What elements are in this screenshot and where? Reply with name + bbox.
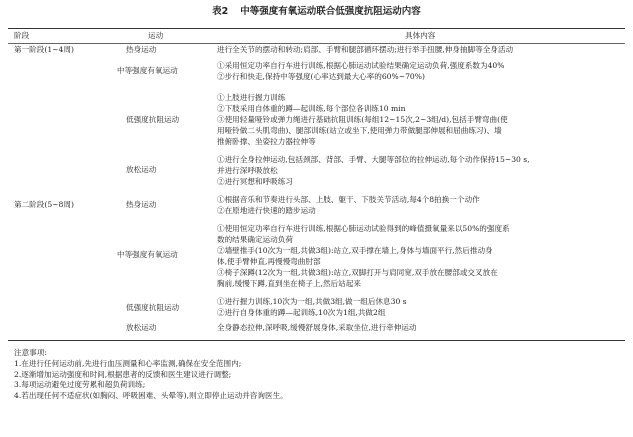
stage-1-resistance-line: ③使用轻量哑铃或弹力绳进行基础抗阻训练(每组12~15次,2~3组/d),包括手臂弯曲(使 [217, 115, 508, 124]
stage-1-aerobic-line: ①采用恒定功率自行车进行训练,根据心肺运动试验结果确定运动负荷,强度系数为40% [217, 61, 505, 70]
stage-2-resistance-line: ②进行自身体重的蹲—起训练,10次为1组,共做2组 [217, 308, 386, 317]
stage-2-warmup-line: ①根据音乐和节奏进行头部、上肢、躯干、下肢关节活动,每4个8拍换一个动作 [217, 195, 480, 204]
stage-2-cooldown-name: 放松运动 [126, 323, 157, 332]
stage-2-aerobic-line: 胸前,缓慢下蹲,直到坐在椅子上,然后站起来 [217, 279, 361, 288]
stage-2-aerobic-name: 中等强度有氧运动 [117, 250, 178, 259]
stage-1-cooldown-line: ①进行全身拉伸运动,包括颈部、背部、手臂、大腿等部位的拉伸运动,每个动作保持15~30 s, [217, 155, 530, 164]
stage-2-warmup-line: ②在原地进行快速的踏步运动 [217, 206, 316, 215]
stage-1-resistance-line: ②下肢采用自体重的蹲—起训练,每个部位各训练10 min [217, 104, 406, 113]
stage-2-aerobic-line: ③椅子深蹲(12次为一组,共做3组):站立,双脚打开与肩同宽,双手放在腰部或交叉放在 [217, 268, 498, 277]
top-rule [8, 28, 625, 29]
notes-heading: 注意事项: [14, 348, 47, 357]
notes-section [14, 348, 614, 402]
stage-1-resistance-line: ①上肢进行握力训练 [217, 93, 286, 102]
table-caption: 中等强度有氧运动联合低强度抗阻运动内容 [240, 6, 421, 17]
stage-2-warmup-name: 热身运动 [126, 200, 157, 209]
table-title [0, 3, 633, 17]
stage-2-label: 第二阶段(5~8周) [14, 200, 74, 209]
table-number: 表2 [212, 6, 229, 17]
stage-2-aerobic-line: 体,使手臂伸直,再慢慢弯曲肘部 [217, 257, 321, 266]
note-item: 1.在进行任何运动前,先进行血压测量和心率监测,确保在安全范围内; [14, 358, 242, 368]
note-item: 4.若出现任何不适症状(如胸闷、呼吸困难、头晕等),则立即停止运动并咨询医生。 [14, 391, 288, 401]
stage-1-resistance-name: 低强度抗阻运动 [126, 115, 180, 124]
header-content: 具体内容 [405, 31, 436, 40]
stage-2-aerobic-line: ②墙壁推手(10次为一组,共做3组):站立,双手撑在墙上,身体与墙面平行,然后推动身 [217, 246, 493, 255]
stage-1-warmup-line: 进行全关节的摆动和转动;肩部、手臂和腿部循环摆动;进行举手扭腰,伸身抽脚等全身活动 [217, 45, 514, 54]
header-rule [8, 43, 625, 44]
stage-1-aerobic-name: 中等强度有氧运动 [117, 66, 178, 75]
stage-1-aerobic-line: ②步行和快走,保持中等强度(心率达到最大心率的60%~70%) [217, 72, 425, 81]
stage-1-warmup-name: 热身运动 [126, 45, 157, 54]
stage-2-resistance-name: 低强度抗阻运动 [126, 303, 180, 312]
stage-2-resistance-line: ①进行握力训练,10次为一组,共做3组,做一组后休息30 s [217, 297, 407, 306]
stage-1-label: 第一阶段(1~4周) [14, 45, 74, 54]
stage-2-aerobic-line: ①使用恒定功率自行车进行训练,根据心肺运动试验得到的峰值摄氧量来以50%的强度系 [217, 224, 510, 233]
stage-1-cooldown-line: ②进行冥想和呼吸练习 [217, 177, 293, 186]
stage-1-resistance-line: 用哑铃做二头肌弯曲)、腿部训练(站立或坐下,使用弹力带做腿部伸展和屈曲练习)、墙 [217, 126, 502, 135]
stage-2-aerobic-line: 数的结果确定运动负荷 [217, 235, 293, 244]
stage-2-cooldown-line: 全身静态拉伸,深呼吸,缓慢舒展身体,采取坐位,进行牵伸运动 [217, 323, 417, 332]
stage-1-resistance-line: 推俯卧撑、坐姿拉力器拉伸等 [217, 137, 316, 146]
stage-1-cooldown-line: 并进行深呼吸放松 [217, 166, 278, 175]
stage-1-cooldown-name: 放松运动 [126, 165, 157, 174]
note-item: 3.每项运动避免过度劳累和超负荷训练; [14, 380, 146, 390]
header-exercise: 运动 [148, 31, 164, 40]
bottom-rule [8, 340, 625, 341]
header-stage: 阶段 [14, 31, 30, 40]
note-item: 2.逐渐增加运动强度和时间,根据患者的反馈和医生建议进行调整; [14, 369, 232, 379]
